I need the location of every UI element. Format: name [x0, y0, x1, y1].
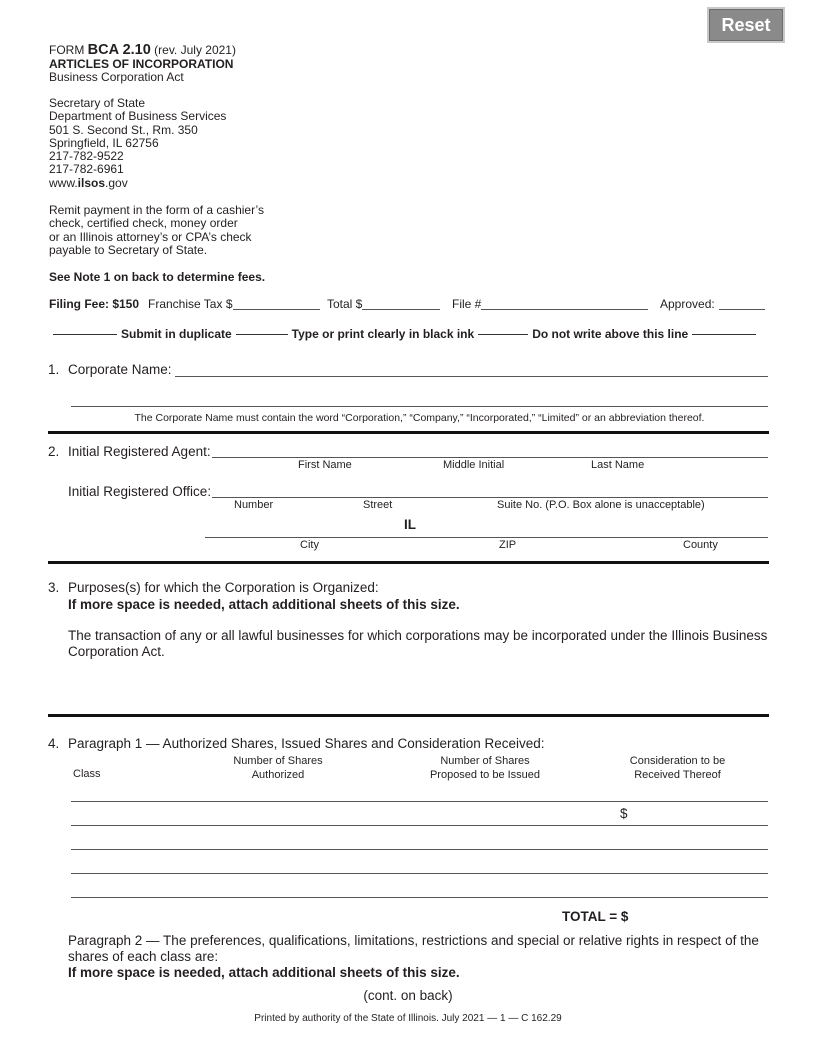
- city-caption: City: [300, 539, 319, 551]
- remit-line: or an Illinois attorney’s or CPA’s check: [49, 229, 252, 244]
- office-line: 217-782-9522: [49, 149, 124, 164]
- section-divider: [48, 714, 769, 717]
- divider: [478, 334, 528, 335]
- submit-duplicate: Submit in duplicate: [121, 327, 232, 341]
- section-3-number: 3.: [48, 580, 60, 595]
- office-line: 501 S. Second St., Rm. 350: [49, 122, 198, 137]
- footer: Printed by authority of the State of Illinois. July 2021 — 1 — C 162.29: [254, 1013, 562, 1024]
- file-number-label: File #: [452, 297, 482, 311]
- section-2-number: 2.: [48, 444, 60, 459]
- continued-note: (cont. on back): [363, 988, 453, 1003]
- registered-agent-label: Initial Registered Agent:: [68, 444, 211, 459]
- more-space-note: If more space is needed, attach additional sheets of this size.: [68, 597, 460, 612]
- office-number-input[interactable]: [216, 480, 306, 496]
- remit-line: payable to Secretary of State.: [49, 242, 208, 257]
- city-zip-county-line: [205, 537, 768, 538]
- registered-agent-line: [212, 457, 768, 458]
- total-input[interactable]: [364, 294, 439, 310]
- divider: [53, 334, 117, 335]
- see-note: See Note 1 on back to determine fees.: [49, 270, 266, 284]
- col-issued-header: Number of Shares Proposed to be Issued: [429, 755, 541, 781]
- county-caption: County: [683, 539, 718, 551]
- authorized-shares-label: Paragraph 1 — Authorized Shares, Issued Shares and Consideration Received:: [68, 736, 545, 751]
- corporate-name-input-2[interactable]: [73, 389, 766, 405]
- divider: [692, 334, 756, 335]
- state-il: IL: [404, 517, 416, 532]
- registered-office-line: [212, 497, 768, 498]
- zip-caption: ZIP: [499, 539, 517, 551]
- shares-row-line: [71, 801, 768, 802]
- agent-last-name-input[interactable]: [560, 440, 765, 456]
- street-caption: Street: [363, 499, 393, 511]
- corporate-name-label: Corporate Name:: [68, 362, 172, 377]
- paragraph-2-text: shares of each class are:: [68, 949, 219, 964]
- shares-row-line: [71, 897, 768, 898]
- purpose-text: The transaction of any or all lawful businesses for which corporations may be incorporated under the Illinois Business: [68, 628, 768, 643]
- filing-fee: Filing Fee: $150: [49, 297, 140, 311]
- col-consideration-header: Consideration to be Received Thereof: [629, 755, 726, 781]
- corporate-name-input[interactable]: [178, 359, 766, 375]
- office-zip-input[interactable]: [440, 519, 580, 535]
- office-city-input[interactable]: [210, 519, 395, 535]
- franchise-tax-input[interactable]: [235, 294, 319, 310]
- remit-line: Remit payment in the form of a cashier’s: [49, 203, 264, 217]
- do-not-write: Do not write above this line: [532, 327, 689, 341]
- paragraph-2-text: Paragraph 2 — The preferences, qualifications, limitations, restrictions and special or relative rights in respect of the: [68, 933, 759, 948]
- shares-row-input[interactable]: [73, 856, 766, 872]
- purposes-label: Purposes(s) for which the Corporation is Organized:: [68, 580, 379, 595]
- reset-button[interactable]: Reset: [707, 7, 785, 43]
- form-prefix: FORM: [49, 43, 85, 57]
- registered-office-label: Initial Registered Office:: [68, 484, 212, 499]
- last-name-caption: Last Name: [591, 459, 645, 471]
- type-print: Type or print clearly in black ink: [291, 327, 475, 341]
- agent-first-name-input[interactable]: [216, 440, 386, 456]
- shares-row-line: [71, 825, 768, 826]
- franchise-tax-label: Franchise Tax $: [148, 297, 233, 311]
- middle-initial-caption: Middle Initial: [443, 459, 505, 471]
- instruction-band: [53, 327, 765, 341]
- approved-label: Approved:: [660, 297, 715, 311]
- suite-caption: Suite No. (P.O. Box alone is unacceptable): [497, 499, 705, 511]
- section-4-number: 4.: [48, 736, 60, 751]
- section-1-number: 1.: [48, 362, 60, 377]
- file-number-input[interactable]: [483, 294, 646, 310]
- website[interactable]: www.ilsos.gov: [49, 175, 128, 190]
- section-divider: [48, 431, 769, 434]
- office-line: Secretary of State: [49, 96, 146, 110]
- first-name-caption: First Name: [298, 459, 352, 471]
- total-label: Total $: [327, 297, 363, 311]
- office-suite-input[interactable]: [480, 480, 765, 496]
- office-line: Department of Business Services: [49, 109, 227, 124]
- shares-row-input[interactable]: [73, 832, 766, 848]
- shares-row-line: [71, 873, 768, 874]
- purpose-text: Corporation Act.: [68, 644, 165, 659]
- shares-row-line: [71, 849, 768, 850]
- shares-row-input[interactable]: [73, 784, 766, 800]
- more-space-note: If more space is needed, attach additional sheets of this size.: [68, 965, 460, 980]
- form-subtitle: Business Corporation Act: [49, 70, 184, 84]
- office-line: 217-782-6961: [49, 162, 124, 177]
- total-consideration-input[interactable]: [632, 906, 762, 922]
- form-number: BCA 2.10: [87, 42, 151, 58]
- form-revision: (rev. July 2021): [154, 43, 236, 57]
- col-class-header: Class: [73, 768, 101, 780]
- office-county-input[interactable]: [610, 519, 765, 535]
- col-authorized-header: Number of Shares Authorized: [233, 755, 323, 781]
- divider: [236, 334, 288, 335]
- corporate-name-line: [175, 376, 768, 377]
- consideration-input[interactable]: [634, 808, 766, 824]
- office-address: [49, 97, 226, 190]
- office-line: Springfield, IL 62756: [49, 135, 159, 150]
- section-divider: [48, 561, 769, 564]
- corporate-name-note: The Corporate Name must contain the word “Corporation,” “Company,” “Incorporated,” “Limited” or an abbreviation thereof.: [134, 412, 705, 424]
- total-consideration-label: TOTAL = $: [562, 909, 629, 924]
- form-title: ARTICLES OF INCORPORATION: [49, 57, 234, 71]
- agent-middle-initial-input[interactable]: [400, 440, 550, 456]
- approved-line: [719, 309, 765, 310]
- corporate-name-line-2: [71, 406, 768, 407]
- number-caption: Number: [234, 499, 274, 511]
- remit-instructions: [49, 204, 264, 257]
- form-id: [49, 42, 236, 58]
- remit-line: check, certified check, money order: [49, 216, 238, 231]
- dollar-sign: $: [620, 806, 628, 821]
- shares-row-input[interactable]: [73, 880, 766, 896]
- office-street-input[interactable]: [312, 480, 472, 496]
